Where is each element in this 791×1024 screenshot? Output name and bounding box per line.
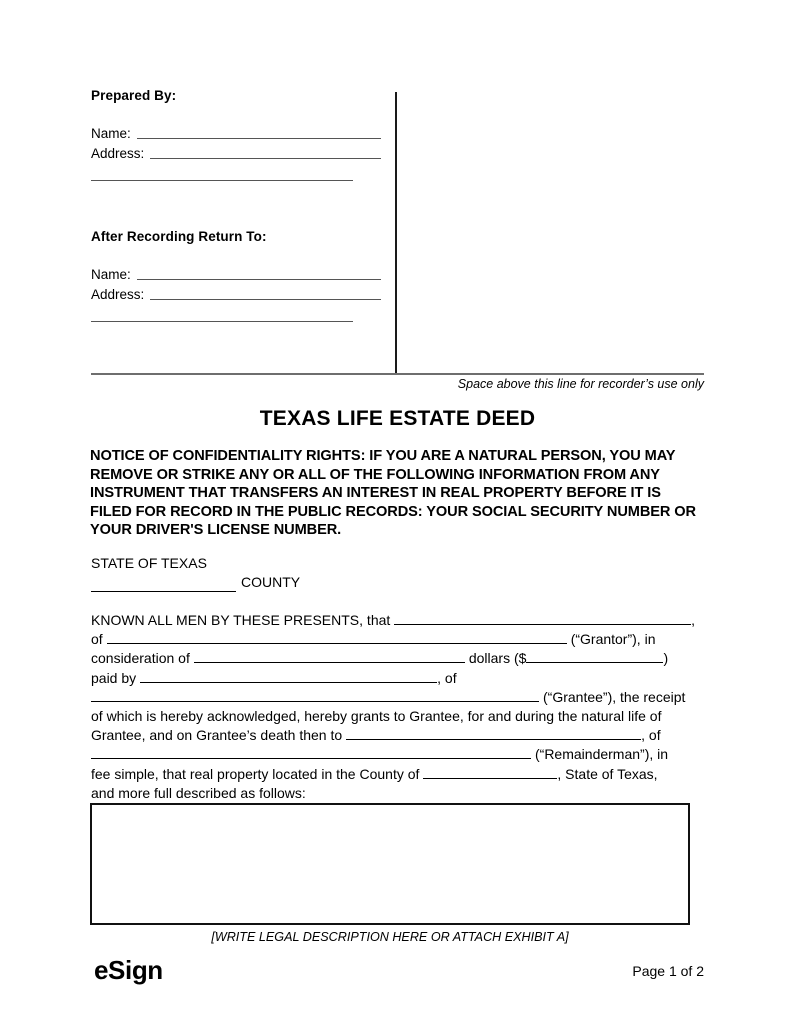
clause-line-9 — [91, 765, 695, 784]
clause-line-3-mid: dollars ($ — [468, 650, 527, 667]
state-label: STATE OF TEXAS — [91, 555, 207, 571]
return-to-name-label: Name: — [91, 267, 131, 282]
return-to-address-row — [91, 283, 381, 303]
prepared-by-name-row — [91, 122, 381, 142]
return-to-fields — [91, 263, 381, 322]
clause-line-3-lead: consideration of — [91, 650, 190, 667]
clause-line-5 — [91, 688, 695, 707]
clause-line-6-text: of which is hereby acknowledged, hereby grants to Grantee, for and during the natural life of — [91, 707, 662, 724]
clause-line-1-tail: , — [691, 612, 695, 628]
clause-line-9-tail: , State of Texas, — [557, 765, 658, 782]
legal-description-caption: [WRITE LEGAL DESCRIPTION HERE OR ATTACH EXHIBIT A] — [211, 930, 569, 944]
clause-line-2-tail: (“Grantor”), in — [570, 631, 656, 648]
return-to-heading: After Recording Return To: — [91, 229, 267, 244]
county-line — [91, 573, 704, 592]
prepared-by-address-row — [91, 142, 381, 162]
recorder-header-block — [91, 88, 704, 375]
consideration-amount-input[interactable] — [526, 649, 663, 663]
return-to-name-row — [91, 263, 381, 283]
state-line — [91, 554, 704, 573]
clause-line-6 — [91, 707, 695, 726]
recorder-baseline-rule — [91, 373, 704, 375]
prepared-by-section — [91, 88, 381, 181]
return-to-address-label: Address: — [91, 287, 145, 302]
clause-line-7-tail: , of — [641, 727, 661, 744]
recorder-left-column — [91, 88, 381, 322]
grantee-address-input[interactable] — [91, 688, 539, 702]
clause-line-8 — [91, 745, 695, 764]
confidentiality-notice: NOTICE OF CONFIDENTIALITY RIGHTS: IF YOU ARE A NATURAL PERSON, YOU MAY REMOVE OR STRIKE ANY OR ALL OF THE FOLLOWING INFORMATION FROM ANY INSTRUMENT THAT TRANSFERS AN INTEREST IN REAL PROPERTY BEFORE IT IS FILED FOR RECORD IN THE PUBLIC RECORDS: YOUR SOCIAL SECURITY NUMBER OR YOUR DRIVER'S LICENSE NUMBER. — [90, 448, 696, 539]
consideration-words-input[interactable] — [194, 649, 465, 663]
return-to-address-input[interactable] — [150, 299, 381, 300]
clause-line-8-tail: (“Remainderman”), in — [535, 746, 669, 763]
prepared-by-fields — [91, 122, 381, 181]
prepared-by-address-line2-input[interactable] — [91, 180, 353, 181]
clause-line-2 — [91, 630, 695, 649]
clause-line-1-text: KNOWN ALL MEN BY THESE PRESENTS, that — [91, 612, 391, 628]
clause-line-4 — [91, 669, 695, 688]
clause-line-4-tail: , of — [437, 669, 457, 686]
clause-line-2-lead: of — [91, 631, 103, 648]
clause-line-5-tail: (“Grantee”), the receipt — [543, 688, 686, 705]
clause-line-3-tail: ) — [663, 650, 669, 667]
prepared-by-name-input[interactable] — [137, 138, 381, 139]
granting-clause — [91, 611, 695, 803]
clause-line-3 — [91, 649, 695, 668]
recorder-use-note: Space above this line for recorder’s use only — [457, 377, 704, 391]
return-to-name-input[interactable] — [137, 279, 381, 280]
clause-line-7-lead: Grantee, and on Grantee’s death then to — [91, 727, 343, 744]
clause-line-10 — [91, 784, 695, 803]
prepared-by-address-input[interactable] — [150, 158, 381, 159]
recorder-vertical-divider — [395, 92, 397, 375]
esign-logo: eSign — [94, 955, 163, 985]
grantor-address-input[interactable] — [107, 630, 567, 644]
property-county-input[interactable] — [423, 765, 557, 779]
page-title: TEXAS LIFE ESTATE DEED — [259, 407, 536, 430]
jurisdiction-block — [91, 554, 704, 592]
county-name-input[interactable] — [91, 577, 236, 592]
legal-description-box[interactable] — [90, 803, 690, 925]
clause-line-7 — [91, 726, 695, 745]
grantee-name-input[interactable] — [140, 669, 437, 683]
clause-line-4-lead: paid by — [91, 669, 137, 686]
county-label: COUNTY — [241, 574, 301, 590]
return-to-address-line2-input[interactable] — [91, 321, 353, 322]
prepared-by-address-label: Address: — [91, 146, 145, 161]
clause-line-9-lead: fee simple, that real property located in the County of — [91, 765, 420, 782]
return-to-section — [91, 229, 381, 322]
grantor-name-input[interactable] — [394, 611, 691, 625]
prepared-by-name-label: Name: — [91, 126, 131, 141]
prepared-by-heading: Prepared By: — [91, 88, 177, 103]
clause-line-10-text: and more full described as follows: — [91, 784, 306, 801]
clause-line-1 — [91, 611, 695, 630]
page-number: Page 1 of 2 — [632, 963, 704, 979]
remainderman-address-input[interactable] — [91, 745, 531, 759]
remainderman-name-input[interactable] — [346, 726, 641, 740]
